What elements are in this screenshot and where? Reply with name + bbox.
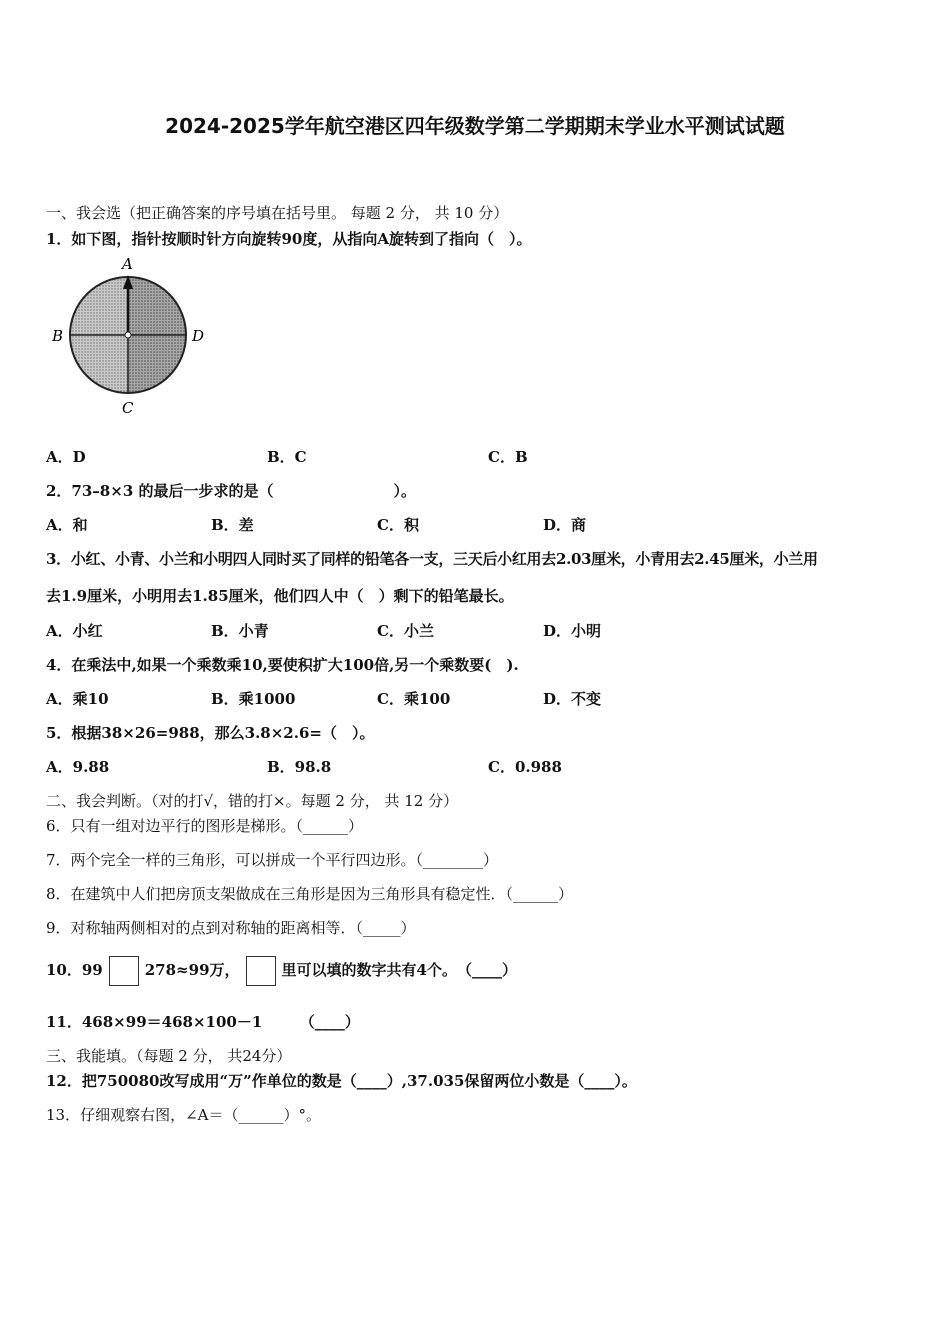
question-12: 12．把750080改写成用“万”作单位的数是（____）,37.035保留两位小数是（____）。 — [46, 1072, 637, 1090]
q10-blank-box-2[interactable] — [246, 956, 276, 986]
q10-suffix: 里可以填的数字共有4个。 （____） — [281, 961, 517, 979]
question-6: 6．只有一组对边平行的图形是梯形。（______） — [46, 817, 364, 835]
label-b: B — [52, 327, 64, 345]
section-2-heading: 二、我会判断。（对的打√，错的打×。每题 2 分， 共 12 分） — [46, 792, 459, 810]
q2-option-d: D．商 — [543, 516, 587, 534]
question-3-line-2: 去1.9厘米，小明用去1.85厘米，他们四人中（ ）剩下的铅笔最长。 — [46, 587, 514, 605]
label-a: A — [122, 255, 133, 273]
q4-option-b: B．乘1000 — [211, 690, 296, 708]
q10-blank-box-1[interactable] — [109, 956, 139, 986]
question-7: 7．两个完全一样的三角形，可以拼成一个平行四边形。（________） — [46, 851, 499, 869]
question-3-line-1: 3．小红、小青、小兰和小明四人同时买了同样的铅笔各一支，三天后小红用去2.03厘米，小青用去2.45厘米，小兰用 — [46, 550, 818, 568]
q4-option-c: C．乘100 — [377, 690, 451, 708]
label-d: D — [192, 327, 205, 345]
section-1-heading: 一、我会选（把正确答案的序号填在括号里。 每题 2 分， 共 10 分） — [46, 204, 509, 222]
question-8: 8．在建筑中人们把房顶支架做成在三角形是因为三角形具有稳定性．（______） — [46, 885, 574, 903]
q3-option-a: A．小红 — [46, 622, 103, 640]
q3-option-c: C．小兰 — [377, 622, 434, 640]
question-1: 1．如下图，指针按顺时针方向旋转90度，从指向A旋转到了指向（ ）。 — [46, 230, 532, 248]
q2-option-c: C．积 — [377, 516, 419, 534]
q2-option-a: A．和 — [46, 516, 88, 534]
label-c: C — [122, 399, 134, 417]
dial-center — [125, 332, 131, 338]
question-4: 4．在乘法中,如果一个乘数乘10,要使积扩大100倍,另一个乘数要( ). — [46, 656, 519, 674]
section-3-heading: 三、我能填。（每题 2 分， 共24分） — [46, 1047, 292, 1065]
dial-diagram — [48, 255, 218, 420]
q10-prefix: 10．99 — [46, 961, 103, 979]
question-11: 11．468×99＝468×100－1 （____） — [46, 1013, 360, 1031]
question-10 — [46, 955, 517, 986]
q3-option-d: D．小明 — [543, 622, 602, 640]
q5-option-a: A．9.88 — [46, 758, 110, 776]
q1-option-a: A．D — [46, 448, 86, 466]
q10-middle: 278≈99万， — [144, 961, 240, 979]
q1-option-b: B．C — [267, 448, 307, 466]
q5-option-c: C．0.988 — [488, 758, 562, 776]
question-13: 13．仔细观察右图，∠A＝（______）°。 — [46, 1106, 321, 1124]
q2-option-b: B．差 — [211, 516, 254, 534]
question-9: 9．对称轴两侧相对的点到对称轴的距离相等．（_____） — [46, 919, 416, 937]
question-5: 5．根据38×26=988，那么3.8×2.6=（ ）。 — [46, 724, 375, 742]
q5-option-b: B．98.8 — [267, 758, 332, 776]
question-2: 2．73–8×3 的最后一步求的是（ ）。 — [46, 482, 416, 500]
page-title: 2024-2025学年航空港区四年级数学第二学期期末学业水平测试试题 — [165, 114, 785, 138]
q4-option-d: D．不变 — [543, 690, 602, 708]
q3-option-b: B．小青 — [211, 622, 269, 640]
q4-option-a: A．乘10 — [46, 690, 109, 708]
q1-option-c: C．B — [488, 448, 528, 466]
